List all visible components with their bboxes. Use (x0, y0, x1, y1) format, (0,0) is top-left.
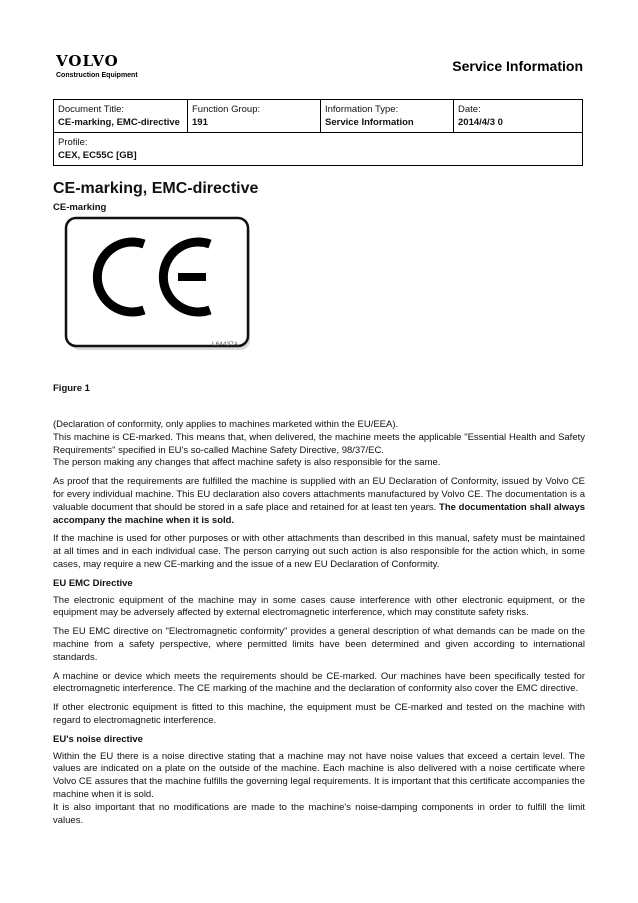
function-group-value: 191 (192, 117, 208, 128)
ce-mark-figure (62, 214, 252, 352)
paragraph: Within the EU there is a noise directive stating that a machine may not have noise values that exceed a certain level. The values are indicated on a plate on the outside of the machine. Each machine is also delivered with a noise certificate where Volvo CE assures that the machine fulfills the governing legal requirements. It is important that this certificate accompanies the machine when it is sold. (53, 750, 585, 800)
paragraph: The electronic equipment of the machine may in some cases cause interference with other electronic equipment, or the equipment may be adversely affected by external electromagnetic interference, which may constitute safety risks. (53, 594, 585, 619)
profile-value: CEX, EC55C [GB] (58, 150, 137, 161)
information-type-cell (321, 100, 454, 133)
ce-mark-image (62, 214, 252, 352)
page-title: CE-marking, EMC-directive (53, 180, 259, 197)
information-type-value: Service Information (325, 117, 414, 128)
section-heading-noise: EU's noise directive (53, 733, 143, 745)
paragraph: It is also important that no modifications are made to the machine's noise-damping components in order to fulfill the limit values. (53, 801, 585, 826)
figure-code: L64437A (212, 341, 239, 348)
paragraph (53, 476, 585, 527)
figure-caption: Figure 1 (53, 383, 90, 394)
paragraph-emphasis: The documentation shall always accompany the machine when it is sold. (53, 501, 586, 526)
date-value: 2014/4/3 0 (458, 117, 503, 128)
paragraph: If other electronic equipment is fitted to this machine, the equipment must be CE-marked and tested on the machine with regard to electromagnetic interference. (53, 702, 585, 726)
brand-logo (56, 52, 138, 79)
profile-label: Profile: (58, 137, 88, 148)
function-group-label: Function Group: (192, 104, 261, 115)
section-heading-emc: EU EMC Directive (53, 577, 133, 589)
document-meta-table (53, 99, 583, 166)
profile-cell (54, 133, 583, 166)
paragraph: If the machine is used for other purposes or with other attachments than described in this manual, safety must be maintained at all times and in each individual case. The person carrying out such action is also responsible for the action which, in some cases, may require a new CE-marking and the issue of a new EU Declaration of Conformity. (53, 533, 585, 570)
ce-marking-subheading: CE-marking (53, 202, 107, 213)
paragraph: A machine or device which meets the requirements should be CE-marked. Our machines have been specifically tested for electromagnetic interference. The CE marking of the machine and the declaration of conformity also cover the EMC directive. (53, 670, 585, 695)
date-label: Date: (458, 104, 481, 115)
document-title-cell (54, 100, 188, 133)
document-title-value: CE-marking, EMC-directive (58, 117, 180, 128)
paragraph: The EU EMC directive on "Electromagnetic conformity" provides a general description of what demands can be made on the machine from a safety perspective, where permitted limits have been determined and given according to international standards. (53, 626, 585, 663)
brand-subtitle: Construction Equipment (56, 72, 138, 79)
paragraph: (Declaration of conformity, only applies to machines marketed within the EU/EEA). (53, 419, 399, 430)
service-information-heading: Service Information (452, 58, 583, 74)
brand-wordmark: VOLVO (56, 52, 119, 70)
document-title-label: Document Title: (58, 104, 124, 115)
paragraph: This machine is CE-marked. This means that, when delivered, the machine meets the applicable "Essential Health and Safety Requirements" specified in EU's so-called Machine Safety Directive, 98/37/EC. (53, 431, 585, 456)
paragraph: The person making any changes that affect machine safety is also responsible for the same. (53, 457, 441, 469)
function-group-cell (188, 100, 321, 133)
information-type-label: Information Type: (325, 104, 399, 115)
date-cell (454, 100, 583, 133)
paragraph-text: As proof that the requirements are fulfilled the machine is supplied with an EU Declaration of Conformity, issued by Volvo CE for every individual machine. This EU declaration also covers attachments manufactured by Volvo CE. The documentation is a valuable document that should be stored in a safe place and retained for at least ten years. (53, 476, 585, 513)
document-body (53, 419, 585, 833)
